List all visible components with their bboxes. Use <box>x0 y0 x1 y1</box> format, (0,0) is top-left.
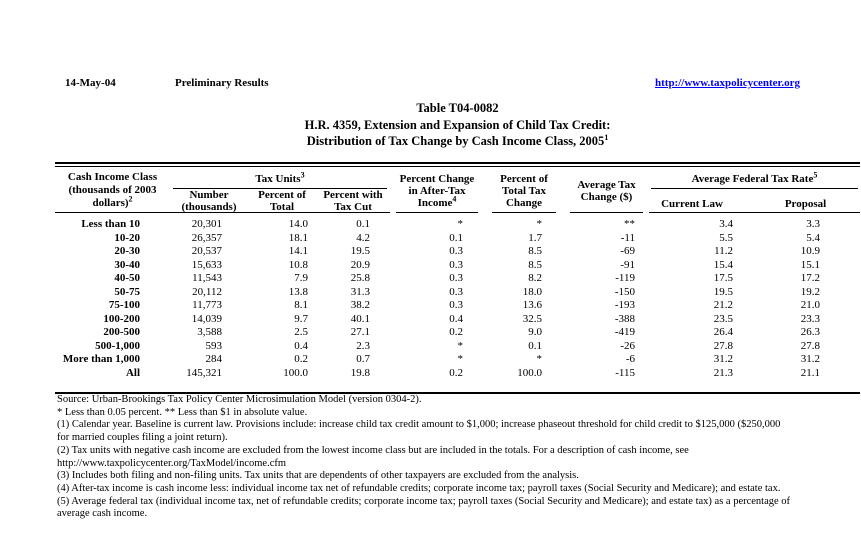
table-cell: 0.2 <box>294 353 308 365</box>
table-cell: 15,633 <box>191 258 222 271</box>
table-cell: -69 <box>620 245 635 257</box>
table-cell: 0.3 <box>449 285 463 298</box>
row-label-income-class: 75-100 <box>108 299 140 311</box>
column-header-proposal: Proposal <box>735 189 860 213</box>
table-cell: 0.1 <box>356 218 370 230</box>
table-cell: 26.3 <box>800 326 820 338</box>
table-cell: 10.8 <box>288 258 308 271</box>
column-header-percent-of-total: Percent of Total <box>248 189 316 213</box>
table-cell: 21.0 <box>800 299 820 311</box>
table-cell: 8.5 <box>528 258 542 271</box>
table-cell: 9.7 <box>294 312 308 325</box>
top-double-rule-lower <box>55 166 860 168</box>
table-cell: 19.5 <box>350 245 370 257</box>
row-label-income-class: 100-200 <box>103 312 140 325</box>
row-label-income-class: 20-30 <box>114 245 140 257</box>
table-cell: 40.1 <box>350 312 370 325</box>
table-cell: 23.3 <box>800 312 820 325</box>
footnote-ref-1: 1 <box>604 132 609 142</box>
column-header-current-law: Current Law <box>649 189 735 213</box>
table-cell: 14.1 <box>288 245 308 257</box>
table-cell: 31.2 <box>800 353 820 365</box>
table-cell: 0.4 <box>449 312 463 325</box>
table-cell: 0.3 <box>449 245 463 257</box>
table-cell: -419 <box>614 326 635 338</box>
column-header-percent-with-tax-cut: Percent with Tax Cut <box>316 189 390 213</box>
table-cell: ** <box>624 218 635 230</box>
title-block <box>55 100 860 150</box>
table-cell: 13.8 <box>288 285 308 298</box>
table-cell: 14.0 <box>288 218 308 230</box>
table-cell: * <box>457 353 463 365</box>
table-cell: 17.5 <box>713 272 733 284</box>
table-cell: * <box>536 353 542 365</box>
table-cell: 0.2 <box>449 366 463 379</box>
table-cell: 3,588 <box>197 326 222 338</box>
column-header-average-tax-change: Average Tax Change ($) <box>570 169 643 213</box>
table-cell: 10.9 <box>800 245 820 257</box>
column-header-percent-of-total-tax-change: Percent of Total Tax Change <box>492 169 556 213</box>
footnote-line: (1) Calendar year. Baseline is current law. Provisions include: increase child tax credit amount to $1,000; increase phaseout threshold for child credit to $125,000 ($250,000 <box>57 419 781 431</box>
table-number-title: Table T04-0082 <box>416 101 499 115</box>
footnote-line: for married couples filing a joint return). <box>57 432 228 444</box>
table-cell: 284 <box>205 353 222 365</box>
table-cell: * <box>457 339 463 352</box>
report-date: 14-May-04 <box>65 77 116 89</box>
column-header-income-class: Cash Income Class (thousands of 2003 dollars)$^2$ <box>55 169 170 213</box>
row-label-income-class: More than 1,000 <box>62 353 140 365</box>
row-label-income-class: 50-75 <box>114 285 140 298</box>
table-cell: 0.2 <box>449 326 463 338</box>
table-cell: 11,773 <box>192 299 222 311</box>
footnote-line: (5) Average federal tax (individual income tax, net of refundable credits; corporate income tax; payroll taxes (Social Security and Medicare); and estate tax) as a percentage of <box>57 495 791 507</box>
table-cell: 0.1 <box>449 231 463 244</box>
table-cell: 31.3 <box>350 285 370 298</box>
table-cell: -119 <box>615 272 635 284</box>
table-cell: 38.2 <box>350 299 370 311</box>
table-cell: 2.5 <box>294 326 308 338</box>
table-cell: 593 <box>205 339 222 352</box>
distribution-table <box>55 169 860 380</box>
table-cell: 3.3 <box>806 218 820 230</box>
table-cell: 3.4 <box>719 218 733 230</box>
table-cell: 21.2 <box>713 299 733 311</box>
distribution-title: Distribution of Tax Change by Cash Income Class, 2005$^1$ <box>306 132 609 148</box>
table-cell: 0.3 <box>449 258 463 271</box>
footnote-line: Source: Urban-Brookings Tax Policy Center Microsimulation Model (version 0304-2). <box>57 394 422 405</box>
income-definition-url: http://www.taxpolicycenter.org/TaxModel/income.cfm <box>57 457 287 469</box>
table-cell: 2.3 <box>356 339 370 352</box>
table-cell: 0.4 <box>294 339 308 352</box>
table-cell: 19.5 <box>713 285 733 298</box>
table-cell: 18.1 <box>288 231 308 244</box>
footnotes-block <box>57 394 859 521</box>
footnote-line: average cash income. <box>57 508 148 520</box>
table-cell: -388 <box>614 312 635 325</box>
column-header-pct-change-after-tax-income: Percent Change in After-Tax Income$^4$ <box>396 169 478 213</box>
table-cell: 17.2 <box>800 272 820 284</box>
table-cell: 8.1 <box>294 299 308 311</box>
taxpolicycenter-link[interactable]: http://www.taxpolicycenter.org <box>655 77 801 89</box>
table-cell: 27.8 <box>713 339 733 352</box>
table-cell: 27.1 <box>350 326 370 338</box>
footnote-line: * Less than 0.05 percent. ** Less than $1 in absolute value. <box>57 406 308 418</box>
table-cell: -193 <box>614 299 635 311</box>
table-cell: 19.2 <box>800 285 820 298</box>
table-cell: 20,112 <box>192 285 222 298</box>
table-cell: -6 <box>625 353 635 365</box>
table-cell: 0.7 <box>356 353 370 365</box>
table-cell: 0.3 <box>449 299 463 311</box>
table-cell: -91 <box>620 258 635 271</box>
table-cell: 4.2 <box>356 231 370 244</box>
table-cell: 19.8 <box>350 366 370 379</box>
table-cell: 11,543 <box>192 272 222 284</box>
table-cell: 27.8 <box>800 339 820 352</box>
group-header-avg-federal-tax-rate: Average Federal Tax Rate$^5$ <box>651 169 858 189</box>
preliminary-results-label: Preliminary Results <box>175 77 269 89</box>
table-cell: 8.5 <box>528 245 542 257</box>
table-cell: 9.0 <box>528 326 542 338</box>
table-cell: -26 <box>620 339 635 352</box>
group-header-tax-units: Tax Units$^3$ <box>173 169 387 189</box>
table-cell: * <box>536 218 542 230</box>
bill-title: H.R. 4359, Extension and Expansion of Child Tax Credit: <box>304 117 611 132</box>
row-label-income-class: 500-1,000 <box>95 339 140 352</box>
row-label-income-class: 30-40 <box>114 258 140 271</box>
table-cell: 20,537 <box>191 245 222 257</box>
table-cell: 5.4 <box>806 231 820 244</box>
table-cell: 1.7 <box>528 231 542 244</box>
table-cell: 21.1 <box>800 366 820 379</box>
table-cell: 145,321 <box>186 366 222 379</box>
row-label-income-class: 40-50 <box>114 272 140 284</box>
table-cell: 31.2 <box>713 353 733 365</box>
table-cell: 18.0 <box>522 285 542 298</box>
table-cell: 11.2 <box>714 245 733 257</box>
table-cell: -11 <box>620 231 635 244</box>
top-double-rule-upper <box>55 162 860 164</box>
table-cell: 20.9 <box>350 258 370 271</box>
table-cell: 26,357 <box>191 231 222 244</box>
footnote-line: (3) Includes both filing and non-filing units. Tax units that are dependents of other taxpayers are excluded from the analysis. <box>57 470 579 482</box>
table-cell: 32.5 <box>522 312 542 325</box>
table-cell: * <box>457 218 463 230</box>
table-cell: -150 <box>614 285 635 298</box>
table-cell: 15.1 <box>800 258 820 271</box>
table-cell: 5.5 <box>719 231 733 244</box>
row-label-income-class: 200-500 <box>103 326 140 338</box>
table-cell: 13.6 <box>522 299 542 311</box>
table-cell: 25.8 <box>350 272 370 284</box>
table-cell: 100.0 <box>517 366 542 379</box>
row-label-income-class: Less than 10 <box>81 218 140 230</box>
table-cell: 100.0 <box>283 366 308 379</box>
table-cell: 8.2 <box>528 272 542 284</box>
row-label-income-class: 10-20 <box>114 231 140 244</box>
row-label-income-class: All <box>125 366 140 379</box>
table-cell: 21.3 <box>713 366 733 379</box>
footnote-line: (4) After-tax income is cash income less: individual income tax net of refundable credits; corporate income tax; payroll taxes (Social Security and Medicare); and estate tax. <box>57 482 781 494</box>
table-cell: -115 <box>615 366 635 379</box>
footnote-line: (2) Tax units with negative cash income are excluded from the lowest income class but are included in the totals. For a description of cash income, see <box>57 444 689 456</box>
table-cell: 14,039 <box>191 312 222 325</box>
table-cell: 20,301 <box>191 218 222 230</box>
table-cell: 0.3 <box>449 272 463 284</box>
table-cell: 7.9 <box>294 272 308 284</box>
table-cell: 23.5 <box>713 312 733 325</box>
table-cell: 0.1 <box>528 339 542 352</box>
table-cell: 15.4 <box>713 258 733 271</box>
table-cell: 26.4 <box>713 326 733 338</box>
column-header-number-thousands: Number (thousands) <box>170 189 248 213</box>
